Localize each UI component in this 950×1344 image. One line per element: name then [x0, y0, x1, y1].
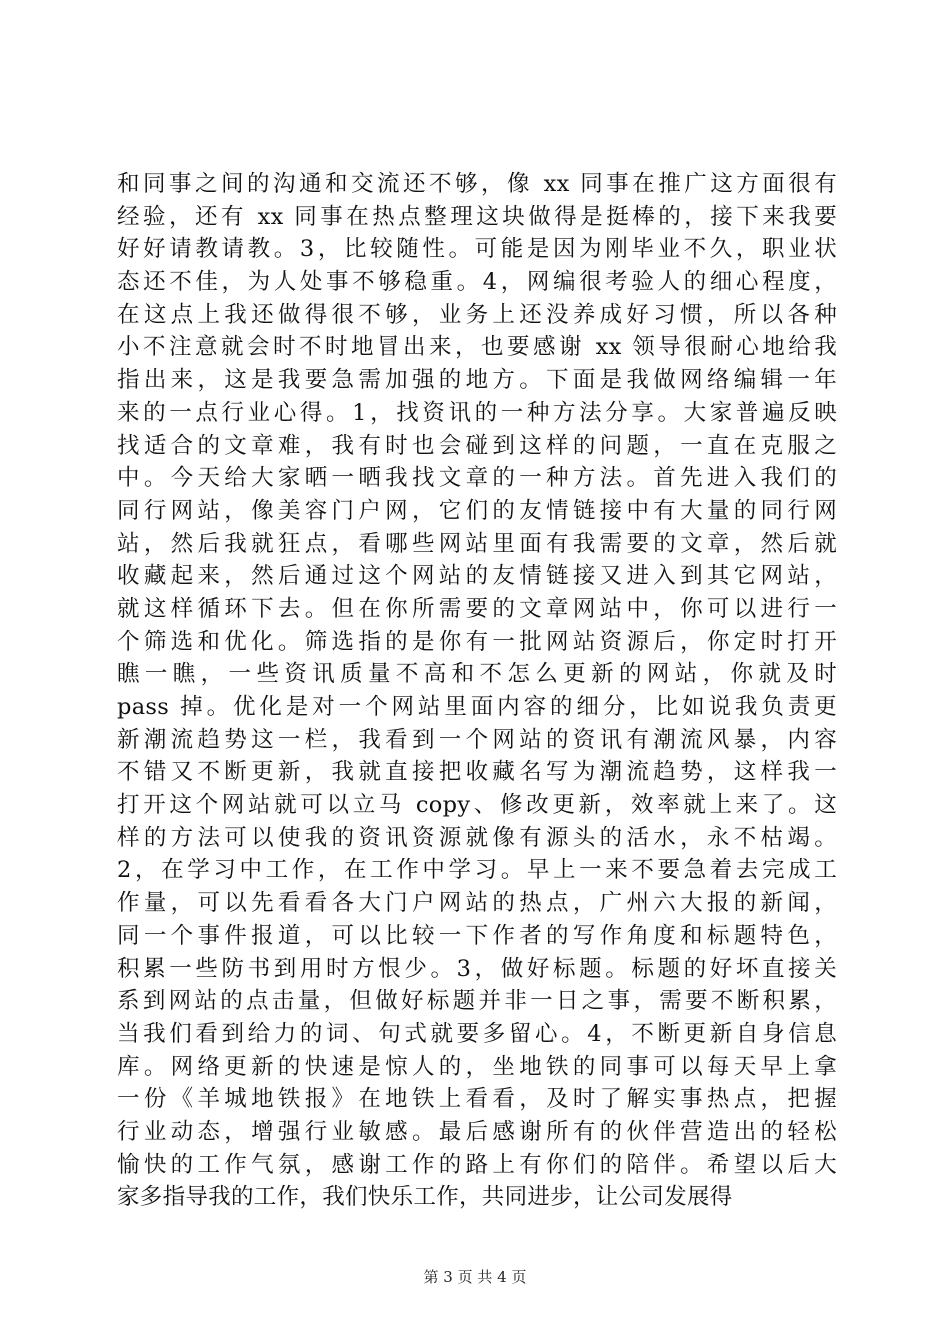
text-line: 当我们看到给力的词、句式就要多留心。4，不断更新自身信息 [117, 1020, 837, 1047]
text-line: 不错又不断更新，我就直接把收藏名写为潮流趋势，这样我一 [117, 759, 837, 786]
text-line: 收藏起来，然后通过这个网站的友情链接又进入到其它网站， [117, 563, 837, 590]
text-line: pass 掉。优化是对一个网站里面内容的细分，比如说我负责更 [117, 694, 837, 720]
text-line: 打开这个网站就可以立马 copy、修改更新，效率就上来了。这 [117, 792, 837, 819]
text-line: 好好请教请教。3，比较随性。可能是因为刚毕业不久，职业状 [117, 236, 837, 263]
text-line: 中。今天给大家晒一晒我找文章的一种方法。首先进入我们的 [117, 465, 837, 492]
text-line: 新潮流趋势这一栏，我看到一个网站的资讯有潮流风暴，内容 [117, 726, 837, 753]
text-line: 家多指导我的工作，我们快乐工作，共同进步，让公司发展得 [117, 1184, 733, 1211]
text-line: 行业动态，增强行业敏感。最后感谢所有的伙伴营造出的轻松 [117, 1118, 837, 1145]
text-line: 积累一些防书到用时方恨少。3，做好标题。标题的好坏直接关 [117, 955, 837, 982]
text-line: 小不注意就会时不时地冒出来，也要感谢 xx 领导很耐心地给我 [117, 334, 837, 361]
text-line: 态还不佳，为人处事不够稳重。4，网编很考验人的细心程度， [117, 269, 837, 296]
text-line: 样的方法可以使我的资讯资源就像有源头的活水，永不枯竭。 [117, 824, 837, 851]
text-line: 一份《羊城地铁报》在地铁上看看，及时了解实事热点，把握 [117, 1086, 837, 1113]
text-line: 作量，可以先看看各大门户网站的热点，广州六大报的新闻， [117, 890, 837, 917]
text-line: 指出来，这是我要急需加强的地方。下面是我做网络编辑一年 [117, 367, 837, 394]
text-line: 瞧一瞧，一些资讯质量不高和不怎么更新的网站，你就及时 [117, 661, 837, 688]
text-line: 个筛选和优化。筛选指的是你有一批网站资源后，你定时打开 [117, 628, 837, 655]
text-line: 库。网络更新的快速是惊人的，坐地铁的同事可以每天早上拿 [117, 1053, 837, 1080]
text-line: 找适合的文章难，我有时也会碰到这样的问题，一直在克服之 [117, 432, 837, 459]
text-line: 来的一点行业心得。1，找资讯的一种方法分享。大家普遍反映 [117, 399, 837, 426]
page-footer: 第 3 页 共 4 页 [423, 1268, 527, 1286]
text-line: 就这样循环下去。但在你所需要的文章网站中，你可以进行一 [117, 595, 837, 622]
text-line: 和同事之间的沟通和交流还不够，像 xx 同事在推广这方面很有 [117, 171, 837, 197]
body-text [117, 168, 837, 1214]
text-line: 经验，还有 xx 同事在热点整理这块做得是挺棒的，接下来我要 [117, 203, 837, 230]
text-line: 愉快的工作气氛，感谢工作的路上有你们的陪伴。希望以后大 [117, 1151, 837, 1178]
text-line: 2，在学习中工作，在工作中学习。早上一来不要急着去完成工 [117, 857, 837, 884]
text-line: 同一个事件报道，可以比较一下作者的写作角度和标题特色， [117, 922, 837, 949]
text-line: 系到网站的点击量，但做好标题并非一日之事，需要不断积累， [117, 988, 837, 1015]
text-line: 站，然后我就狂点，看哪些网站里面有我需要的文章，然后就 [117, 530, 837, 557]
text-line: 同行网站，像美容门户网，它们的友情链接中有大量的同行网 [117, 497, 837, 524]
text-line: 在这点上我还做得很不够，业务上还没养成好习惯，所以各种 [117, 301, 837, 328]
